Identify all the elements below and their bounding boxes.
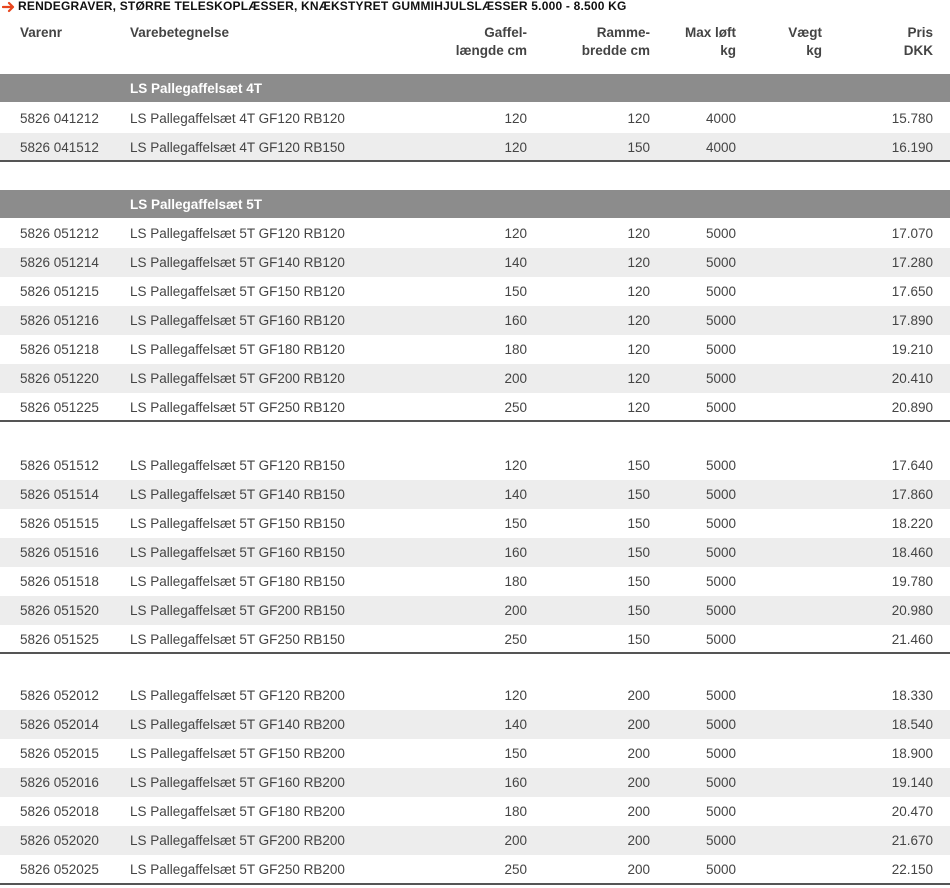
section-divider [0,883,950,885]
cell-varenr: 5826 051520 [20,603,99,618]
cell-maxloft: 5000 [705,833,736,848]
cell-gaffel: 120 [504,688,527,703]
cell-gaffel: 250 [504,400,527,415]
table-row [0,567,950,596]
cell-name: LS Pallegaffelsæt 5T GF250 RB120 [130,400,345,415]
cell-name: LS Pallegaffelsæt 5T GF200 RB120 [130,371,345,386]
cell-name: LS Pallegaffelsæt 5T GF200 RB150 [130,603,345,618]
cell-maxloft: 5000 [705,775,736,790]
cell-ramme: 150 [627,140,650,155]
cell-maxloft: 5000 [705,313,736,328]
table-row [0,509,950,538]
cell-varenr: 5826 051216 [20,313,99,328]
cell-pris: 19.140 [891,775,933,790]
table-row [0,596,950,625]
cell-varenr: 5826 052018 [20,804,99,819]
cell-gaffel: 180 [504,342,527,357]
column-header-varenr: Varenr [20,25,63,40]
cell-ramme: 200 [627,688,650,703]
cell-varenr: 5826 051516 [20,545,99,560]
cell-varenr: 5826 052020 [20,833,99,848]
cell-ramme: 200 [627,717,650,732]
column-header-maxloft: Max løft kg [684,25,736,58]
cell-pris: 17.650 [891,284,933,299]
cell-gaffel: 140 [504,717,527,732]
table-row [0,826,950,855]
column-header-varebetegnelse: Varebetegnelse [130,25,230,40]
cell-pris: 18.540 [891,717,933,732]
table-row [0,277,950,306]
cell-gaffel: 150 [504,284,527,299]
cell-pris: 17.860 [891,487,933,502]
cell-gaffel: 140 [504,255,527,270]
cell-ramme: 200 [627,804,650,819]
cell-gaffel: 200 [504,371,527,386]
table-row [0,768,950,797]
cell-maxloft: 5000 [705,862,736,877]
cell-ramme: 200 [627,833,650,848]
cell-maxloft: 5000 [705,717,736,732]
cell-pris: 18.220 [891,516,933,531]
cell-ramme: 150 [627,487,650,502]
cell-maxloft: 5000 [705,400,736,415]
cell-name: LS Pallegaffelsæt 5T GF140 RB200 [130,717,345,732]
cell-name: LS Pallegaffelsæt 5T GF120 RB120 [130,226,345,241]
cell-pris: 20.410 [891,371,933,386]
cell-name: LS Pallegaffelsæt 5T GF120 RB150 [130,458,345,473]
cell-gaffel: 120 [504,140,527,155]
column-header-ramme: Ramme- bredde cm [581,25,650,58]
cell-name: LS Pallegaffelsæt 4T GF120 RB150 [130,140,345,155]
cell-name: LS Pallegaffelsæt 5T GF180 RB200 [130,804,345,819]
cell-pris: 18.460 [891,545,933,560]
table-row [0,625,950,654]
cell-name: LS Pallegaffelsæt 5T GF120 RB200 [130,688,345,703]
cell-varenr: 5826 041512 [20,140,99,155]
page-title: RENDEGRAVER, STØRRE TELESKOPLÆSSER, KNÆKSTYRET GUMMIHJULSLÆSSER 5.000 - 8.500 KG [18,0,627,13]
cell-varenr: 5826 051220 [20,371,99,386]
table-row [0,364,950,393]
cell-ramme: 150 [627,632,650,647]
cell-varenr: 5826 051218 [20,342,99,357]
cell-maxloft: 5000 [705,487,736,502]
cell-ramme: 120 [627,226,650,241]
cell-name: LS Pallegaffelsæt 5T GF140 RB120 [130,255,345,270]
cell-varenr: 5826 052015 [20,746,99,761]
arrow-right-icon [2,1,16,13]
cell-ramme: 150 [627,516,650,531]
cell-ramme: 150 [627,603,650,618]
cell-maxloft: 5000 [705,371,736,386]
cell-maxloft: 5000 [705,342,736,357]
column-header-pris: Pris DKK [903,25,933,58]
cell-ramme: 120 [627,342,650,357]
title-bar [0,0,950,14]
table-row [0,681,950,710]
table-header [0,24,950,66]
cell-ramme: 200 [627,775,650,790]
cell-pris: 17.280 [891,255,933,270]
cell-varenr: 5826 051225 [20,400,99,415]
cell-name: LS Pallegaffelsæt 5T GF140 RB150 [130,487,345,502]
cell-pris: 18.330 [891,688,933,703]
cell-varenr: 5826 052012 [20,688,99,703]
cell-maxloft: 5000 [705,574,736,589]
cell-ramme: 120 [627,400,650,415]
cell-name: LS Pallegaffelsæt 5T GF200 RB200 [130,833,345,848]
cell-name: LS Pallegaffelsæt 5T GF250 RB150 [130,632,345,647]
table-row [0,739,950,768]
table-row [0,797,950,826]
cell-pris: 17.070 [891,226,933,241]
cell-ramme: 120 [627,284,650,299]
cell-pris: 21.670 [891,833,933,848]
cell-ramme: 120 [627,371,650,386]
cell-name: LS Pallegaffelsæt 5T GF150 RB200 [130,746,345,761]
cell-varenr: 5826 051514 [20,487,99,502]
cell-maxloft: 4000 [705,111,736,126]
cell-maxloft: 5000 [705,255,736,270]
cell-ramme: 150 [627,545,650,560]
cell-name: LS Pallegaffelsæt 4T GF120 RB120 [130,111,345,126]
cell-varenr: 5826 051215 [20,284,99,299]
cell-maxloft: 5000 [705,516,736,531]
cell-maxloft: 4000 [705,140,736,155]
section-title: LS Pallegaffelsæt 5T [130,197,263,212]
cell-pris: 16.190 [891,140,933,155]
column-header-gaffel: Gaffel- længde cm [455,25,527,58]
cell-pris: 15.780 [891,111,933,126]
cell-name: LS Pallegaffelsæt 5T GF250 RB200 [130,862,345,877]
cell-gaffel: 160 [504,545,527,560]
section-header [0,190,950,218]
cell-gaffel: 160 [504,313,527,328]
cell-gaffel: 180 [504,574,527,589]
cell-name: LS Pallegaffelsæt 5T GF180 RB120 [130,342,345,357]
cell-pris: 17.640 [891,458,933,473]
cell-ramme: 200 [627,862,650,877]
cell-pris: 17.890 [891,313,933,328]
cell-maxloft: 5000 [705,545,736,560]
cell-maxloft: 5000 [705,226,736,241]
cell-gaffel: 120 [504,226,527,241]
cell-ramme: 200 [627,746,650,761]
cell-name: LS Pallegaffelsæt 5T GF180 RB150 [130,574,345,589]
cell-gaffel: 200 [504,603,527,618]
cell-varenr: 5826 051525 [20,632,99,647]
table-row [0,393,950,422]
cell-pris: 20.470 [891,804,933,819]
cell-gaffel: 250 [504,632,527,647]
table-row [0,335,950,364]
cell-varenr: 5826 052014 [20,717,99,732]
table-row [0,538,950,567]
cell-pris: 20.890 [891,400,933,415]
cell-varenr: 5826 051212 [20,226,99,241]
section-header [0,74,950,102]
cell-maxloft: 5000 [705,746,736,761]
cell-name: LS Pallegaffelsæt 5T GF150 RB120 [130,284,345,299]
cell-gaffel: 120 [504,458,527,473]
section-divider [0,160,950,162]
cell-ramme: 120 [627,255,650,270]
cell-maxloft: 5000 [705,458,736,473]
cell-maxloft: 5000 [705,804,736,819]
cell-varenr: 5826 052016 [20,775,99,790]
table-row [0,306,950,335]
cell-name: LS Pallegaffelsæt 5T GF160 RB150 [130,545,345,560]
cell-varenr: 5826 051512 [20,458,99,473]
section-title: LS Pallegaffelsæt 4T [130,81,263,96]
column-header-vaegt: Vægt kg [788,25,822,58]
cell-gaffel: 180 [504,804,527,819]
cell-varenr: 5826 051515 [20,516,99,531]
cell-pris: 22.150 [891,862,933,877]
cell-pris: 21.460 [891,632,933,647]
section-divider [0,652,950,654]
cell-pris: 19.780 [891,574,933,589]
section-divider [0,420,950,422]
cell-varenr: 5826 051518 [20,574,99,589]
cell-gaffel: 140 [504,487,527,502]
cell-gaffel: 200 [504,833,527,848]
cell-gaffel: 150 [504,516,527,531]
table-row [0,248,950,277]
table-row [0,219,950,248]
cell-ramme: 120 [627,313,650,328]
table-row [0,451,950,480]
cell-ramme: 150 [627,458,650,473]
cell-maxloft: 5000 [705,632,736,647]
cell-varenr: 5826 041212 [20,111,99,126]
cell-gaffel: 120 [504,111,527,126]
cell-ramme: 150 [627,574,650,589]
cell-ramme: 120 [627,111,650,126]
cell-pris: 18.900 [891,746,933,761]
cell-maxloft: 5000 [705,688,736,703]
cell-pris: 20.980 [891,603,933,618]
cell-name: LS Pallegaffelsæt 5T GF160 RB200 [130,775,345,790]
cell-gaffel: 250 [504,862,527,877]
cell-pris: 19.210 [891,342,933,357]
cell-varenr: 5826 052025 [20,862,99,877]
table-row [0,104,950,133]
cell-name: LS Pallegaffelsæt 5T GF150 RB150 [130,516,345,531]
cell-name: LS Pallegaffelsæt 5T GF160 RB120 [130,313,345,328]
cell-gaffel: 160 [504,775,527,790]
cell-gaffel: 150 [504,746,527,761]
table-row [0,855,950,884]
table-row [0,133,950,162]
table-row [0,710,950,739]
cell-maxloft: 5000 [705,284,736,299]
cell-maxloft: 5000 [705,603,736,618]
cell-varenr: 5826 051214 [20,255,99,270]
table-row [0,480,950,509]
